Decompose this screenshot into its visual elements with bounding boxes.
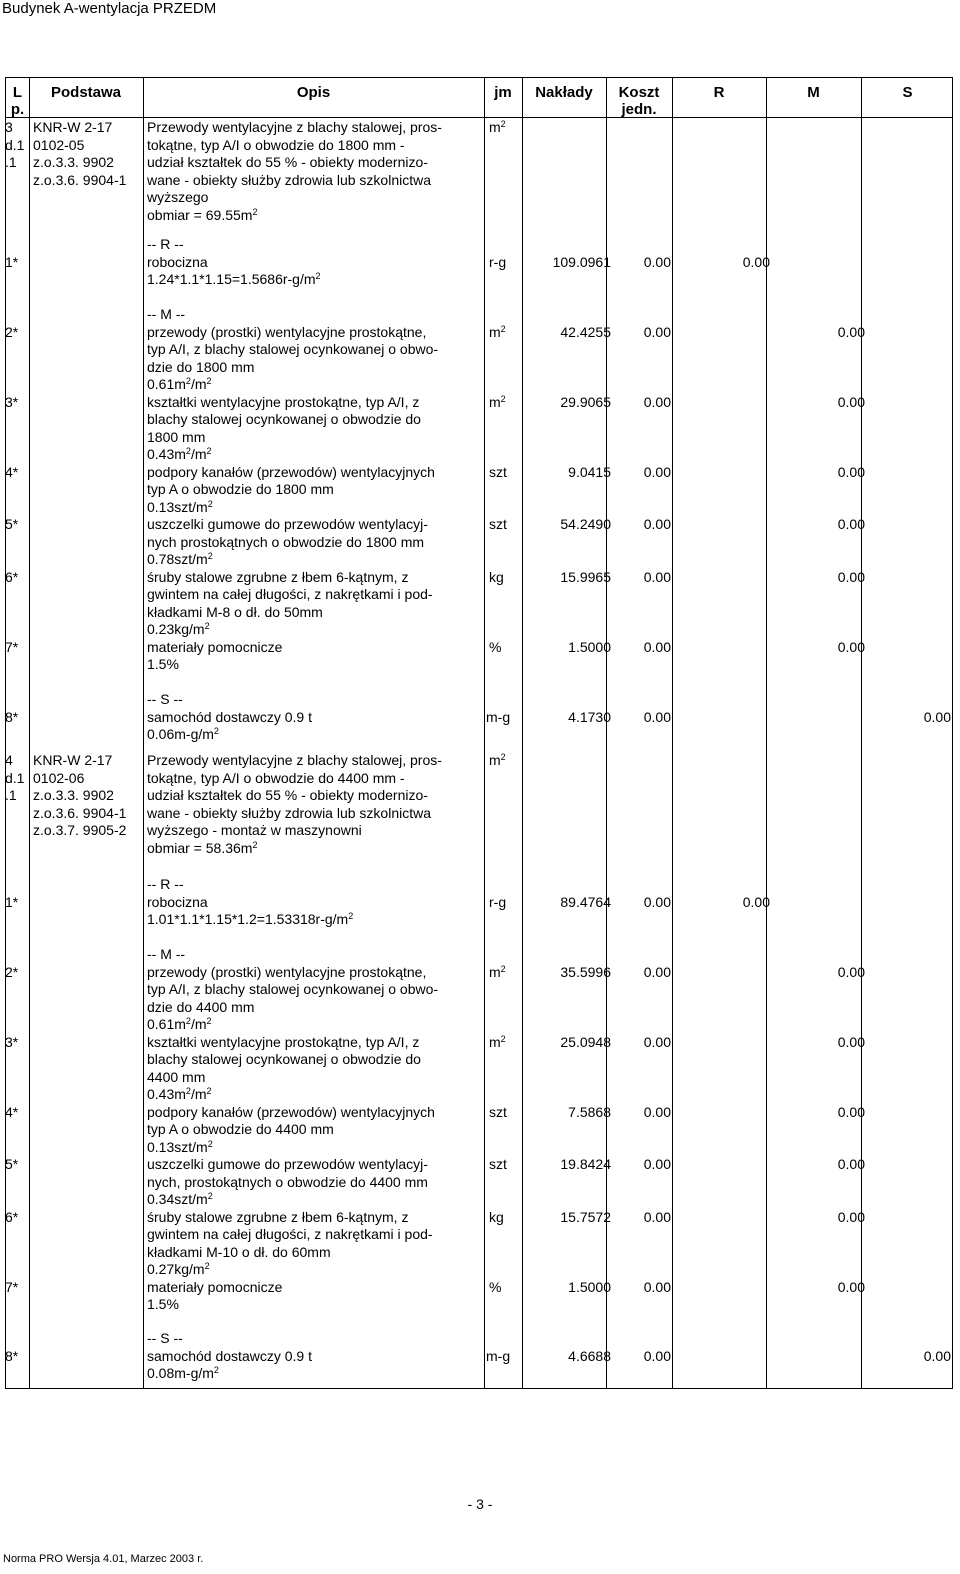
resource-name: kładkami M-10 o dł. do 60mm [147,1243,331,1260]
position-description: wane - obiekty służby zdrowia lub szkolnictwa [147,804,432,821]
resource-name: materiały pomocnicze [147,1278,283,1295]
resource-cost: 0.00 [643,568,671,585]
col-divider [672,78,673,1388]
position-description: obmiar = $58.36m^2$ [147,839,258,856]
col-header-lp: L p. [10,84,25,118]
resource-quantity: 4.6688 [568,1347,611,1364]
col-divider [606,78,607,1388]
resource-name: kształtki wentylacyjne prostokątne, typ A/I, z [147,1033,420,1050]
resource-name: blachy stalowej ocynkowanej o obwodzie do [147,1051,421,1067]
resource-unit: $m^2$ [489,963,506,980]
resource-name: nych, prostokątnych o obwodzie do 4400 mm [147,1173,428,1190]
resource-cost: 0.00 [643,323,671,340]
resource-name: 4400 mm [147,1068,206,1085]
basis-code: KNR-W 2-17 [33,752,113,768]
resource-name: robocizna [147,253,208,270]
resource-cost: 0.00 [837,516,865,532]
resource-name: uszczelki gumowe do przewodów wentylacyj- [147,516,428,532]
resource-number: 4* [5,463,19,480]
resource-cost: 0.00 [643,1103,671,1120]
resource-cost: 0.00 [643,1278,671,1295]
resource-unit: r-g [489,893,507,910]
resource-cost: 0.00 [643,708,671,725]
position-description: wane - obiekty służby zdrowia lub szkolnictwa [147,171,432,188]
resource-name: robocizna [147,893,208,910]
basis-code: z.o.3.6. 9904-1 [33,804,127,821]
resource-name: $0.13szt/m^2$ [147,1138,213,1155]
resource-unit: szt [489,463,507,480]
section-heading-s: -- S -- [147,691,183,707]
resource-quantity: 89.4764 [560,893,611,910]
resource-cost: 0.00 [837,568,865,585]
position-description: udział kształtek do 55 % - obiekty modernizo- [147,154,428,170]
resource-number: 7* [5,1278,19,1295]
resource-name: $0.43m^2/m^2$ [147,1086,212,1102]
resource-quantity: 15.7572 [560,1208,611,1225]
basis-code: z.o.3.7. 9905-2 [33,822,127,838]
resource-unit: r-g [489,253,507,270]
resource-cost: 0.00 [742,253,770,270]
resource-number: 4* [5,1103,19,1120]
resource-cost: 0.00 [643,393,671,410]
resource-name: kształtki wentylacyjne prostokątne, typ A/I, z [147,393,420,410]
resource-cost: 0.00 [923,1347,951,1364]
resource-name: gwintem na całej długości, z nakrętkami i pod- [147,586,433,602]
resource-name: śruby stalowe zgrubne z łbem 6-kątnym, z [147,1208,409,1225]
resource-cost: 0.00 [837,1208,865,1225]
resource-quantity: 4.1730 [568,708,611,725]
resource-name: $0.27kg/m^2$ [147,1261,210,1277]
resource-unit: % [489,1278,502,1295]
col-divider [29,78,30,1388]
basis-code: z.o.3.3. 9902 [33,787,114,803]
resource-cost: 0.00 [837,1033,865,1050]
resource-name: $0.06m-g/m^2$ [147,726,219,742]
resource-name: podpory kanałów (przewodów) wentylacyjnych [147,463,435,480]
resource-cost: 0.00 [643,963,671,980]
col-divider [522,78,523,1388]
resource-number: 2* [5,963,19,980]
resource-number: 3* [5,1033,19,1050]
resource-cost: 0.00 [837,323,865,340]
resource-unit: m-g [486,708,511,725]
section-heading-m: -- M -- [147,946,186,962]
basis-code: KNR-W 2-17 [33,119,113,135]
resource-unit: kg [489,568,504,585]
resource-unit: kg [489,1208,504,1225]
col-divider [861,78,862,1388]
position-description: obmiar = $69.55m^2$ [147,206,258,223]
resource-name: samochód dostawczy 0.9 t [147,708,312,725]
resource-name: $1.24*1.1*1.15=1.5686r-g/m^2$ [147,271,321,287]
resource-cost: 0.00 [643,638,671,655]
resource-cost: 0.00 [643,1033,671,1050]
position-description: Przewody wentylacyjne z blachy stalowej, pros- [147,119,442,135]
resource-name: przewody (prostki) wentylacyjne prostokątne, [147,323,427,340]
resource-cost: 0.00 [643,253,671,270]
position-number: d.1 [5,769,25,786]
resource-name: typ A o obwodzie do 4400 mm [147,1121,334,1137]
basis-code: z.o.3.3. 9902 [33,154,114,170]
resource-name: kładkami M-8 o dł. do 50mm [147,603,323,620]
resource-name: typ A/I, z blachy stalowej ocynkowanej o obwo- [147,341,439,357]
resource-name: przewody (prostki) wentylacyjne prostokątne, [147,963,427,980]
resource-cost: 0.00 [643,1156,671,1172]
position-number: 4 [5,752,13,768]
col-header-s: S [902,84,913,101]
resource-cost: 0.00 [837,393,865,410]
resource-number: 1* [5,253,19,270]
col-header-naklady: Nakłady [535,84,593,101]
resource-unit: $m^2$ [489,393,506,410]
resource-number: 5* [5,1156,19,1172]
position-description: Przewody wentylacyjne z blachy stalowej, pros- [147,752,442,768]
position-number: .1 [5,787,17,803]
resource-name: $0.61m^2/m^2$ [147,376,212,392]
position-unit: $m^2$ [489,752,506,768]
resource-quantity: 19.8424 [560,1156,611,1172]
resource-name: 1.5% [147,1296,179,1312]
resource-name: $0.78szt/m^2$ [147,551,213,567]
resource-quantity: 35.5996 [560,963,611,980]
col-header-r: R [713,84,725,101]
col-divider [766,78,767,1388]
position-description: tokątne, typ A/I o obwodzie do 4400 mm - [147,769,405,786]
resource-name: gwintem na całej długości, z nakrętkami i pod- [147,1226,433,1242]
resource-name: $0.43m^2/m^2$ [147,446,212,462]
resource-quantity: 9.0415 [568,463,611,480]
resource-cost: 0.00 [643,516,671,532]
resource-cost: 0.00 [742,893,770,910]
resource-unit: m-g [486,1347,511,1364]
resource-name: $1.01*1.1*1.15*1.2=1.53318r-g/m^2$ [147,911,354,927]
resource-name: 1800 mm [147,428,206,445]
resource-name: śruby stalowe zgrubne z łbem 6-kątnym, z [147,568,409,585]
section-heading-r: -- R -- [147,236,184,252]
resource-name: blachy stalowej ocynkowanej o obwodzie do [147,411,421,427]
resource-name: dzie do 1800 mm [147,358,255,375]
resource-name: uszczelki gumowe do przewodów wentylacyj- [147,1156,428,1172]
resource-cost: 0.00 [837,1156,865,1172]
position-description: tokątne, typ A/I o obwodzie do 1800 mm - [147,136,405,153]
position-number: d.1 [5,136,25,153]
resource-unit: szt [489,516,507,532]
resource-name: dzie do 4400 mm [147,998,255,1015]
resource-name: $0.34szt/m^2$ [147,1191,213,1207]
resource-cost: 0.00 [837,963,865,980]
resource-cost: 0.00 [643,1347,671,1364]
resource-quantity: 54.2490 [560,516,611,532]
col-header-jm: jm [494,84,512,101]
resource-number: 8* [5,1347,19,1364]
resource-name: typ A/I, z blachy stalowej ocynkowanej o obwo- [147,981,439,997]
resource-unit: $m^2$ [489,323,506,340]
basis-code: 0102-05 [33,136,85,153]
col-header-opis: Opis [296,84,331,101]
col-header-m: M [807,84,820,101]
resource-quantity: 1.5000 [568,638,611,655]
resource-unit: szt [489,1103,507,1120]
resource-cost: 0.00 [643,463,671,480]
resource-name: 1.5% [147,656,179,672]
position-description: wyższego - montaż w maszynowni [147,822,362,838]
resource-number: 7* [5,638,19,655]
resource-number: 6* [5,1208,19,1225]
col-header-podstawa: Podstawa [50,84,122,101]
resource-name: typ A o obwodzie do 1800 mm [147,481,334,497]
resource-cost: 0.00 [837,463,865,480]
resource-cost: 0.00 [643,1208,671,1225]
resource-number: 8* [5,708,19,725]
resource-cost: 0.00 [837,1103,865,1120]
section-heading-m: -- M -- [147,306,186,322]
page-number: - 3 - [467,1496,493,1512]
resource-quantity: 15.9965 [560,568,611,585]
resource-number: 6* [5,568,19,585]
position-description: udział kształtek do 55 % - obiekty modernizo- [147,787,428,803]
resource-unit: $m^2$ [489,1033,506,1050]
resource-cost: 0.00 [837,638,865,655]
header-rule [6,117,952,118]
resource-name: $0.13szt/m^2$ [147,498,213,515]
resource-unit: % [489,638,502,655]
resource-name: $0.08m-g/m^2$ [147,1365,219,1381]
col-divider [143,78,144,1388]
resource-name: podpory kanałów (przewodów) wentylacyjnych [147,1103,435,1120]
resource-name: $0.23kg/m^2$ [147,621,210,637]
col-header-koszt: Koszt jedn. [618,84,660,118]
section-heading-s: -- S -- [147,1330,183,1346]
resource-quantity: 1.5000 [568,1278,611,1295]
basis-code: z.o.3.6. 9904-1 [33,171,127,188]
resource-number: 5* [5,516,19,532]
resource-name: materiały pomocnicze [147,638,283,655]
position-number: .1 [5,154,17,170]
resource-number: 3* [5,393,19,410]
resource-unit: szt [489,1156,507,1172]
resource-cost: 0.00 [643,893,671,910]
position-unit: $m^2$ [489,119,506,135]
resource-name: nych prostokątnych o obwodzie do 1800 mm [147,533,425,550]
resource-number: 1* [5,893,19,910]
resource-number: 2* [5,323,19,340]
resource-name: $0.61m^2/m^2$ [147,1016,212,1032]
resource-cost: 0.00 [837,1278,865,1295]
resource-quantity: 109.0961 [552,253,611,270]
section-heading-r: -- R -- [147,876,184,892]
position-description: wyższego [147,189,209,205]
basis-code: 0102-06 [33,769,85,786]
resource-cost: 0.00 [923,708,951,725]
resource-quantity: 25.0948 [560,1033,611,1050]
col-divider [484,78,485,1388]
resource-quantity: 7.5868 [568,1103,611,1120]
resource-quantity: 42.4255 [560,323,611,340]
resource-quantity: 29.9065 [560,393,611,410]
software-note: Norma PRO Wersja 4.01, Marzec 2003 r. [3,1553,204,1565]
resource-name: samochód dostawczy 0.9 t [147,1347,312,1364]
window-title: Budynek A-wentylacja PRZEDM [2,0,217,17]
position-number: 3 [5,119,13,135]
